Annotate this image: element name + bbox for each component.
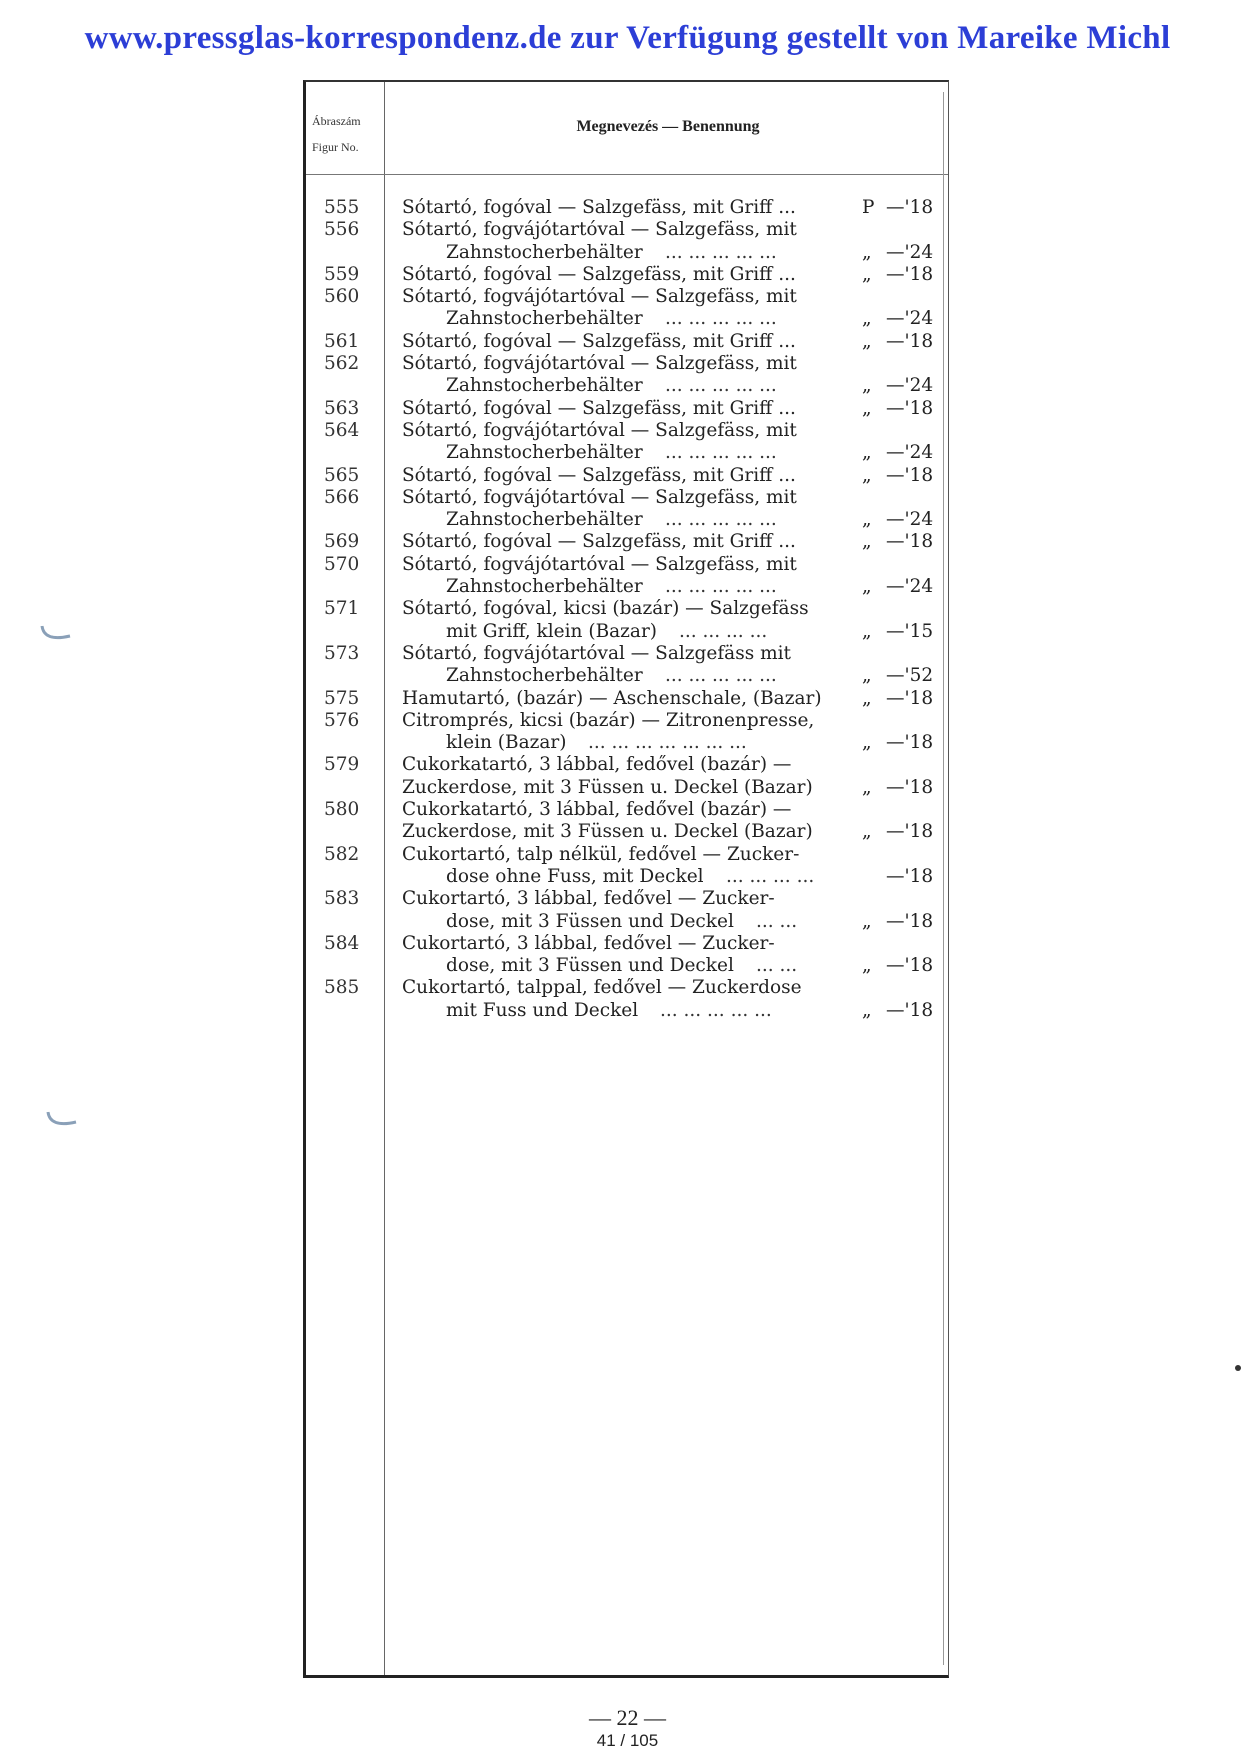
ditto-mark: „ — [862, 576, 872, 598]
item-price: —'18 — [886, 687, 934, 709]
leader-dots: ... ... — [756, 955, 798, 977]
leader-dots: ... ... ... ... ... — [665, 308, 777, 330]
table-row — [306, 732, 952, 754]
figure-number-header — [312, 108, 380, 160]
ditto-mark: „ — [862, 330, 872, 352]
table-row — [306, 821, 952, 843]
table-row — [306, 286, 952, 308]
item-price: —'18 — [886, 776, 934, 798]
leader-dots: ... ... ... ... — [679, 620, 768, 642]
leader-dots: ... ... ... ... — [726, 865, 815, 887]
item-description: Citromprés, kicsi (bazár) — Zitronenpresse, — [402, 709, 815, 731]
item-description: Sótartó, fogóval, kicsi (bazár) — Salzgefäss — [402, 598, 809, 620]
item-description: Sótartó, fogóval — Salzgefäss, mit Griff ... — [402, 464, 796, 486]
table-row — [306, 933, 952, 955]
item-description: Zahnstocherbehälter — [446, 576, 643, 598]
ditto-mark: „ — [862, 732, 872, 754]
item-price: —'18 — [886, 330, 934, 352]
figure-number: 583 — [324, 888, 360, 910]
item-description: dose, mit 3 Füssen und Deckel — [446, 910, 734, 932]
leader-dots: ... ... — [756, 910, 798, 932]
table-row — [306, 621, 952, 643]
figure-number: 573 — [324, 642, 360, 664]
item-description: Cukorkatartó, 3 lábbal, fedővel (bazár) — — [402, 754, 792, 776]
item-description: Sótartó, fogóval — Salzgefäss, mit Griff ... — [402, 197, 796, 218]
ditto-mark: P — [862, 197, 875, 218]
figure-number: 580 — [324, 799, 360, 821]
figure-number: 560 — [324, 286, 360, 308]
item-description: klein (Bazar) — [446, 732, 567, 754]
figure-number: 570 — [324, 553, 360, 575]
item-description: Zahnstocherbehälter — [446, 509, 643, 531]
table-row — [306, 710, 952, 732]
item-price: —'18 — [886, 531, 934, 553]
item-description: Sótartó, fogvájótartóval — Salzgefäss, mit — [402, 219, 797, 241]
item-price: —'18 — [886, 821, 934, 843]
item-price: —'18 — [886, 865, 934, 887]
figure-number: 569 — [324, 531, 360, 553]
item-price: —'18 — [886, 732, 934, 754]
item-description: Zuckerdose, mit 3 Füssen u. Deckel (Bazar) — [402, 776, 813, 798]
table-row — [306, 844, 952, 866]
table-row — [306, 331, 952, 353]
item-description: Sótartó, fogvájótartóval — Salzgefäss, mit — [402, 419, 797, 441]
item-price: —'24 — [886, 442, 934, 464]
figure-number: 585 — [324, 977, 360, 999]
figure-number: 575 — [324, 687, 360, 709]
table-row — [306, 487, 952, 509]
table-row — [306, 665, 952, 687]
punch-hole-mark — [38, 622, 74, 648]
item-description: Sótartó, fogvájótartóval — Salzgefäss, mit — [402, 353, 797, 375]
table-row — [306, 264, 952, 286]
ditto-mark: „ — [862, 397, 872, 419]
item-description: dose ohne Fuss, mit Deckel — [446, 865, 704, 887]
ditto-mark: „ — [862, 910, 872, 932]
item-price: —'24 — [886, 375, 934, 397]
leader-dots: ... ... ... ... ... — [665, 241, 777, 263]
table-row — [306, 420, 952, 442]
ditto-mark: „ — [862, 665, 872, 687]
ditto-mark: „ — [862, 442, 872, 464]
table-row — [306, 977, 952, 999]
ditto-mark: „ — [862, 464, 872, 486]
ditto-mark: „ — [862, 620, 872, 642]
table-row — [306, 866, 952, 888]
item-description: mit Fuss und Deckel — [446, 999, 639, 1021]
item-price: —'24 — [886, 576, 934, 598]
item-price: —'24 — [886, 509, 934, 531]
figure-number: 556 — [324, 219, 360, 241]
table-row — [306, 888, 952, 910]
table-row — [306, 598, 952, 620]
figure-number: 561 — [324, 330, 360, 352]
header-label-hu: Ábraszám — [312, 114, 361, 128]
table-row — [306, 754, 952, 776]
table-row — [306, 799, 952, 821]
item-price: —'24 — [886, 308, 934, 330]
table-row — [306, 576, 952, 598]
item-description: Zahnstocherbehälter — [446, 665, 643, 687]
table-row — [306, 398, 952, 420]
figure-number: 562 — [324, 353, 360, 375]
figure-number: 565 — [324, 464, 360, 486]
figure-number: 584 — [324, 932, 360, 954]
item-description: Sótartó, fogóval — Salzgefäss, mit Griff ... — [402, 397, 796, 419]
header-divider — [306, 174, 948, 175]
item-description: mit Griff, klein (Bazar) — [446, 620, 658, 642]
table-row — [306, 219, 952, 241]
table-row — [306, 531, 952, 553]
figure-number: 563 — [324, 397, 360, 419]
table-row — [306, 955, 952, 977]
leader-dots: ... ... ... ... ... — [665, 509, 777, 531]
table-row — [306, 442, 952, 464]
item-description: Sótartó, fogóval — Salzgefäss, mit Griff ... — [402, 531, 796, 553]
table-row — [306, 509, 952, 531]
table-row — [306, 375, 952, 397]
item-price: —'18 — [886, 464, 934, 486]
item-description: Sótartó, fogvájótartóval — Salzgefäss mit — [402, 642, 791, 664]
item-description: Zahnstocherbehälter — [446, 241, 643, 263]
ditto-mark: „ — [862, 509, 872, 531]
leader-dots: ... ... ... ... ... — [665, 665, 777, 687]
figure-number: 559 — [324, 263, 360, 285]
ditto-mark: „ — [862, 308, 872, 330]
item-description: Sótartó, fogvájótartóval — Salzgefäss, mit — [402, 486, 797, 508]
page-number: — 22 — — [589, 1705, 666, 1730]
item-price: —'24 — [886, 241, 934, 263]
item-price: —'52 — [886, 665, 934, 687]
item-description: Sótartó, fogóval — Salzgefäss, mit Griff ... — [402, 263, 796, 285]
figure-number: 576 — [324, 709, 360, 731]
figure-number: 579 — [324, 754, 360, 776]
table-row — [306, 554, 952, 576]
item-price: —'18 — [886, 263, 934, 285]
item-description: Sótartó, fogóval — Salzgefäss, mit Griff ... — [402, 330, 796, 352]
ditto-mark: „ — [862, 375, 872, 397]
item-price: —'18 — [886, 999, 934, 1021]
figure-number: 564 — [324, 419, 360, 441]
ditto-mark: „ — [862, 955, 872, 977]
table-row — [306, 1000, 952, 1022]
table-row — [306, 242, 952, 264]
figure-number: 571 — [324, 598, 360, 620]
leader-dots: ... ... ... ... ... — [660, 999, 772, 1021]
table-row — [306, 777, 952, 799]
speck-mark — [1234, 1364, 1242, 1372]
item-description: Zahnstocherbehälter — [446, 442, 643, 464]
item-description: Cukortartó, talp nélkül, fedővel — Zucker- — [402, 843, 800, 865]
table-body — [306, 197, 952, 1022]
item-description: Cukorkatartó, 3 lábbal, fedővel (bazár) — — [402, 799, 792, 821]
item-price: —'18 — [886, 955, 934, 977]
table-row — [306, 643, 952, 665]
table-row — [306, 353, 952, 375]
item-description: Zahnstocherbehälter — [446, 308, 643, 330]
table-row — [306, 197, 952, 219]
item-price: —'15 — [886, 620, 934, 642]
item-description: dose, mit 3 Füssen und Deckel — [446, 955, 734, 977]
item-price: —'18 — [886, 197, 934, 218]
page-count: 41 / 105 — [596, 1731, 659, 1750]
table-row — [306, 688, 952, 710]
item-price: —'18 — [886, 910, 934, 932]
watermark-url[interactable]: www.pressglas-korrespondenz.de zur Verfügung gestellt von Mareike Michl — [84, 20, 1171, 56]
item-description: Cukortartó, talppal, fedővel — Zuckerdose — [402, 977, 802, 999]
ditto-mark: „ — [862, 263, 872, 285]
leader-dots: ... ... ... ... ... — [665, 576, 777, 598]
item-description: Zahnstocherbehälter — [446, 375, 643, 397]
figure-number: 566 — [324, 486, 360, 508]
leader-dots: ... ... ... ... ... ... ... — [588, 732, 747, 754]
ditto-mark: „ — [862, 687, 872, 709]
ditto-mark: „ — [862, 821, 872, 843]
ditto-mark: „ — [862, 531, 872, 553]
header-label-de: Figur No. — [312, 140, 359, 154]
table-row — [306, 308, 952, 330]
item-description: Hamutartó, (bazár) — Aschenschale, (Bazar) — [402, 687, 822, 709]
item-description: Zuckerdose, mit 3 Füssen u. Deckel (Bazar) — [402, 821, 813, 843]
ditto-mark: „ — [862, 776, 872, 798]
table-row — [306, 465, 952, 487]
leader-dots: ... ... ... ... ... — [665, 442, 777, 464]
item-description: Cukortartó, 3 lábbal, fedővel — Zucker- — [402, 932, 775, 954]
table-row — [306, 911, 952, 933]
item-description: Cukortartó, 3 lábbal, fedővel — Zucker- — [402, 888, 775, 910]
item-description: Sótartó, fogvájótartóval — Salzgefäss, mit — [402, 553, 797, 575]
figure-number: 555 — [324, 197, 360, 218]
punch-hole-mark — [44, 1108, 80, 1134]
price-table — [303, 80, 949, 1678]
ditto-mark: „ — [862, 241, 872, 263]
leader-dots: ... ... ... ... ... — [665, 375, 777, 397]
item-price: —'18 — [886, 397, 934, 419]
figure-number: 582 — [324, 843, 360, 865]
description-header: Megnevezés — Benennung — [576, 118, 760, 135]
ditto-mark: „ — [862, 999, 872, 1021]
item-description: Sótartó, fogvájótartóval — Salzgefäss, mit — [402, 286, 797, 308]
